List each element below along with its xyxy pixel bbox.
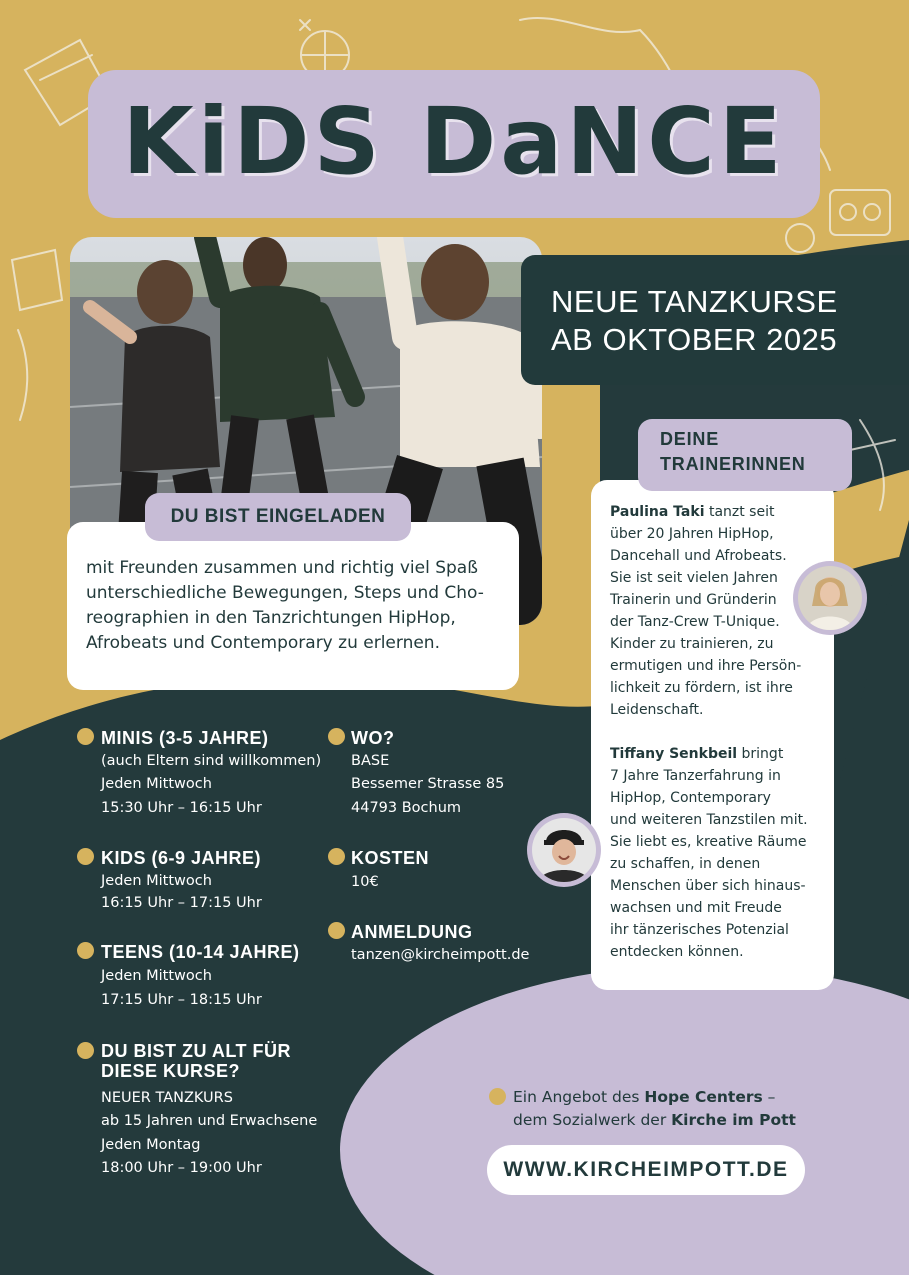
- adults-heading-1: DU BIST ZU ALT FÜR: [101, 1041, 291, 1061]
- bullet-dot: [489, 1088, 506, 1105]
- bullet-dot: [77, 728, 94, 745]
- website-link[interactable]: WWW.KIRCHEIMPOTT.DE: [487, 1145, 805, 1195]
- adults-age: ab 15 Jahren und Erwachsene: [101, 1113, 318, 1129]
- avatar-tiffany: [527, 813, 601, 887]
- bullet-dot: [328, 728, 345, 745]
- signup-heading: ANMELDUNG: [351, 922, 473, 942]
- page-title: KiDS DaNCE: [122, 88, 786, 195]
- kids-day: Jeden Mittwoch: [101, 873, 212, 889]
- cost-value: 10€: [351, 874, 379, 890]
- teens-time: 17:15 Uhr – 18:15 Uhr: [101, 992, 262, 1008]
- trainers-heading: DEINE TRAINERINNEN: [638, 419, 852, 491]
- adults-time: 18:00 Uhr – 19:00 Uhr: [101, 1160, 262, 1176]
- bullet-dot: [328, 848, 345, 865]
- banner-line-1: NEUE TANZKURSE: [551, 284, 838, 319]
- title-box: [88, 70, 820, 218]
- where-venue: BASE: [351, 753, 390, 769]
- banner-line-2: AB OKTOBER 2025: [551, 322, 838, 357]
- bullet-dot: [328, 922, 345, 939]
- kids-heading: KIDS (6-9 JAHRE): [101, 848, 262, 868]
- bullet-dot: [77, 848, 94, 865]
- invite-line-4: Afrobeats und Contemporary zu erlernen.: [86, 633, 440, 653]
- minis-detail: (auch Eltern sind willkommen): [101, 753, 322, 769]
- where-heading: WO?: [351, 728, 395, 748]
- bullet-dot: [77, 1042, 94, 1059]
- invite-line-1: mit Freunden zusammen und richtig viel Spaß: [86, 558, 478, 578]
- teens-day: Jeden Mittwoch: [101, 968, 212, 984]
- adults-course: NEUER TANZKURS: [101, 1090, 233, 1106]
- minis-heading: MINIS (3-5 JAHRE): [101, 728, 269, 748]
- footer-note: Ein Angebot des Hope Centers – dem Sozialwerk der Kirche im Pott: [513, 1088, 796, 1129]
- teens-heading: TEENS (10-14 JAHRE): [101, 942, 300, 962]
- kids-time: 16:15 Uhr – 17:15 Uhr: [101, 895, 262, 911]
- trainer-card: [591, 480, 834, 990]
- minis-time: 15:30 Uhr – 16:15 Uhr: [101, 800, 262, 816]
- date-banner: [521, 255, 909, 385]
- cost-heading: KOSTEN: [351, 848, 430, 868]
- invite-line-3: reographien in den Tanzrichtungen HipHop,: [86, 608, 456, 628]
- bullet-dot: [77, 942, 94, 959]
- invite-card: [67, 522, 519, 690]
- adults-day: Jeden Montag: [101, 1137, 201, 1153]
- signup-email[interactable]: tanzen@kircheimpott.de: [351, 947, 530, 963]
- avatar-tiffany-photo: [532, 818, 596, 882]
- avatar-paulina-photo: [798, 566, 862, 630]
- where-street: Bessemer Strasse 85: [351, 776, 505, 792]
- kirche-im-pott: Kirche im Pott: [671, 1111, 796, 1129]
- hope-centers: Hope Centers: [644, 1088, 763, 1106]
- trainer-2-name: Tiffany Senkbeil: [610, 746, 738, 762]
- invite-line-2: unterschiedliche Bewegungen, Steps und Cho-: [86, 583, 484, 603]
- invite-heading: DU BIST EINGELADEN: [145, 493, 411, 541]
- trainer-2-bio: Tiffany Senkbeil bringt 7 Jahre Tanzerfahrung in HipHop, Contemporary und weiteren Tanzstilen mit. Sie liebt es, kreative Räume zu schaffen, in denen Menschen über sich hinaus- wachsen und mit Freude ihr tänzerisches Potenzial entdecken können.: [610, 746, 808, 960]
- avatar-paulina: [793, 561, 867, 635]
- adults-heading-2: DIESE KURSE?: [101, 1061, 241, 1081]
- where-city: 44793 Bochum: [351, 800, 462, 816]
- trainer-1-name: Paulina Taki: [610, 504, 705, 520]
- trainer-1-bio: Paulina Taki tanzt seit über 20 Jahren HipHop, Dancehall und Afrobeats. Sie ist seit vielen Jahren Trainerin und Gründerin der Tanz-Crew T-Unique. Kinder zu trainieren, zu ermutigen und ihre Persön- lichkeit zu fördern, ist ihre Leidenschaft.: [610, 504, 802, 718]
- minis-day: Jeden Mittwoch: [101, 776, 212, 792]
